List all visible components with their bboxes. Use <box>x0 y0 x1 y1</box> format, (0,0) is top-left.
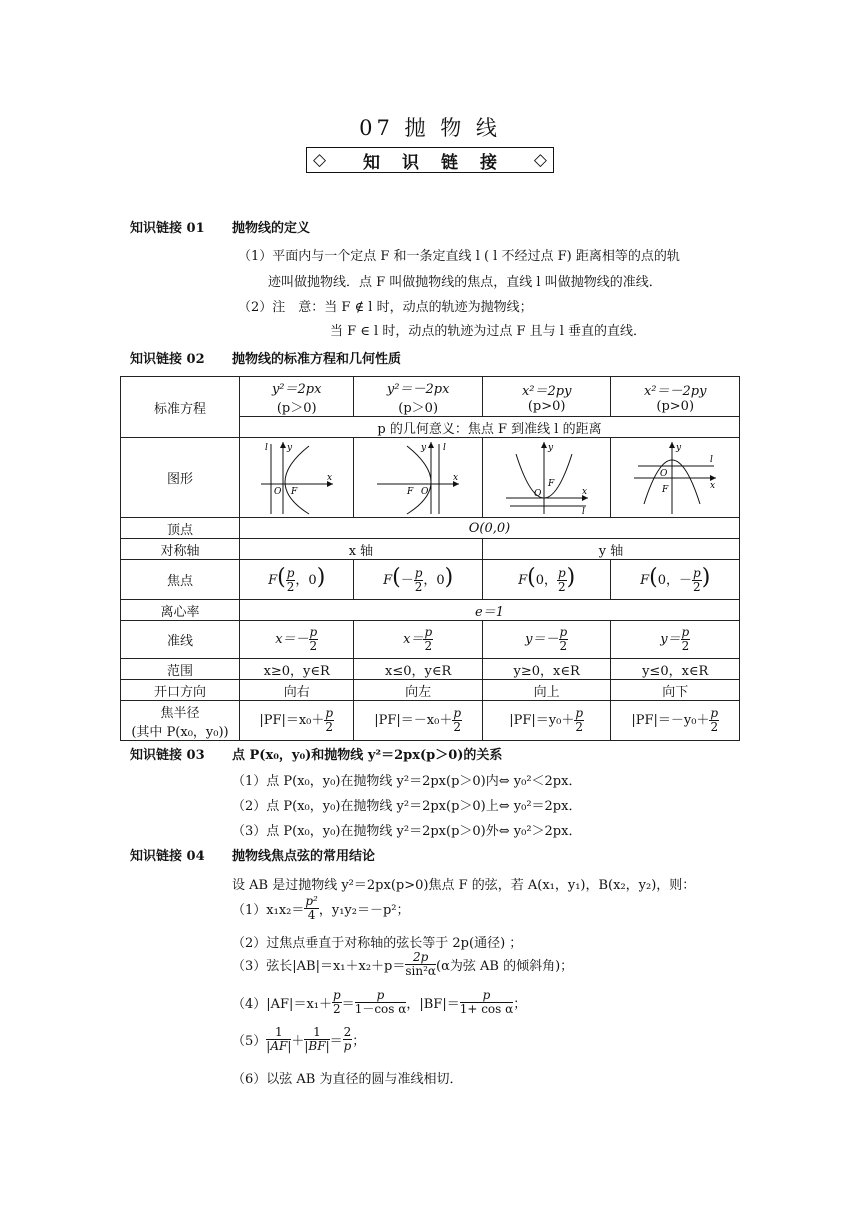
svg-text:x: x <box>326 472 332 483</box>
ecc-value: e＝1 <box>240 600 740 621</box>
svg-text:O: O <box>421 486 429 497</box>
diamond-icon: ◇ <box>533 150 547 170</box>
range-cell: x≤0，y∈R <box>354 659 483 680</box>
range-cell: y≤0，x∈R <box>611 659 740 680</box>
svg-text:y: y <box>676 442 682 453</box>
range-cell: y≥0，x∈R <box>482 659 611 680</box>
row-label-opening: 开口方向 <box>121 680 240 701</box>
chord-item-6: （6）以弦 AB 为直径的圆与准线相切． <box>232 1072 463 1087</box>
section-heading-01: 知识链接 01 抛物线的定义 <box>130 221 311 236</box>
focus-cell: F(0，－ $\frac{p}{2}$ ) <box>611 560 740 600</box>
row-label-figure: 图形 <box>121 438 240 518</box>
row-label-range: 范围 <box>121 659 240 680</box>
focus-cell: F(0， $\frac{p}{2}$ ) <box>482 560 611 600</box>
focal-radius-cell: |PF|＝y₀＋ $\frac{p}{2}$ <box>482 701 611 741</box>
row-label-focal-radius: 焦半径 (其中 P(x₀，y₀)) <box>121 701 240 741</box>
focal-radius-cell: |PF|＝x₀＋ $\frac{p}{2}$ <box>240 701 354 741</box>
definition-p1a: （1）平面内与一个定点 F 和一条定直线 l ( l 不经过点 F) 距离相等的点的轨 <box>238 249 680 264</box>
svg-text:l: l <box>264 442 268 453</box>
relation-1: （1）点 P(x₀，y₀)在抛物线 y²＝2px(p＞0)内⇔ y₀²＜2px． <box>232 774 582 789</box>
svg-text:O: O <box>273 486 282 497</box>
equation-cell: y²＝－2px (p＞0) <box>354 377 483 417</box>
opening-cell: 向左 <box>354 680 483 701</box>
svg-text:F: F <box>290 486 297 497</box>
svg-text:y: y <box>547 442 553 453</box>
axis-y: y 轴 <box>482 539 739 560</box>
diamond-icon: ◇ <box>313 150 327 170</box>
directrix-cell: x＝ $\frac{p}{2}$ <box>354 621 483 659</box>
focus-cell: F( $\frac{p}{2}$ ，0) <box>240 560 354 600</box>
row-label-directrix: 准线 <box>121 621 240 659</box>
svg-text:y: y <box>286 442 292 453</box>
svg-text:x: x <box>453 472 459 483</box>
opening-cell: 向右 <box>240 680 354 701</box>
chord-item-1: （1）x₁x₂＝ $\frac{\text{p²}}{4}$ ，y₁y₂＝－p²； <box>232 894 410 922</box>
parabola-up-figure <box>502 440 592 516</box>
p-meaning: p 的几何意义：焦点 F 到准线 l 的距离 <box>240 417 740 438</box>
section-heading-04: 知识链接 04 抛物线焦点弦的常用结论 <box>130 849 376 864</box>
directrix-cell: y＝－ $\frac{p}{2}$ <box>482 621 611 659</box>
vertex-value: O(0,0) <box>240 518 740 539</box>
directrix-cell: y＝ $\frac{p}{2}$ <box>611 621 740 659</box>
equation-cell: y²＝2px (p＞0) <box>240 377 354 417</box>
properties-table <box>120 376 740 741</box>
focal-radius-cell: |PF|＝－x₀＋ $\frac{p}{2}$ <box>354 701 483 741</box>
figure-right <box>240 438 354 518</box>
row-label-focus: 焦点 <box>121 560 240 600</box>
relation-3: （3）点 P(x₀，y₀)在抛物线 y²＝2px(p＞0)外⇔ y₀²＞2px． <box>232 824 582 839</box>
figure-left <box>354 438 483 518</box>
figure-down <box>611 438 740 518</box>
chord-item-5: （5） $\frac{1}{|AF|}$ ＋ $\frac{1}{|BF|}$ ＝ $\frac{2}{p}$ ； <box>232 1025 366 1053</box>
parabola-right-figure <box>257 440 337 516</box>
svg-text:F: F <box>407 486 414 497</box>
svg-text:l: l <box>710 454 714 465</box>
focal-radius-cell: |PF|＝－y₀＋ $\frac{p}{2}$ <box>611 701 740 741</box>
parabola-down-figure <box>630 440 720 516</box>
definition-p2a: （2）注 意：当 F ∉ l 时，动点的轨迹为抛物线； <box>238 300 533 315</box>
section-heading-02: 知识链接 02 抛物线的标准方程和几何性质 <box>130 352 402 367</box>
focus-cell: F(－ $\frac{p}{2}$ ，0) <box>354 560 483 600</box>
banner-text: 知识链接 <box>363 152 519 173</box>
svg-text:F: F <box>547 478 554 489</box>
svg-text:x: x <box>710 480 716 491</box>
range-cell: x≥0，y∈R <box>240 659 354 680</box>
equation-cell: x²＝－2py (p>0) <box>611 377 740 417</box>
svg-text:O: O <box>660 468 668 479</box>
svg-text:x: x <box>581 486 587 497</box>
axis-x: x 轴 <box>240 539 483 560</box>
row-label-axis: 对称轴 <box>121 539 240 560</box>
row-label-vertex: 顶点 <box>121 518 240 539</box>
chord-item-3: （3）弦长|AB|＝x₁＋x₂＋p＝ $\frac{2p}{\text{sin²α}}$ (α为弦 AB 的倾斜角)； <box>232 950 574 978</box>
svg-text:l: l <box>443 442 447 453</box>
definition-p2b: 当 F ∈ l 时，动点的轨迹为过点 F 且与 l 垂直的直线． <box>330 324 647 339</box>
directrix-cell: x＝－ $\frac{p}{2}$ <box>240 621 354 659</box>
svg-text:l: l <box>581 506 585 516</box>
opening-cell: 向下 <box>611 680 740 701</box>
svg-text:F: F <box>662 484 669 495</box>
figure-up <box>482 438 611 518</box>
equation-cell: x²＝2py (p>0) <box>482 377 611 417</box>
section-banner <box>306 147 554 173</box>
svg-text:y: y <box>421 442 427 453</box>
relation-2: （2）点 P(x₀，y₀)在抛物线 y²＝2px(p＞0)上⇔ y₀²＝2px． <box>232 799 582 814</box>
row-label-ecc: 离心率 <box>121 600 240 621</box>
chord-item-4: （4）|AF|＝x₁＋ $\frac{p}{2}$ ＝ $\frac{p}{\text{1－cos α}}$ ，|BF|＝ $\frac{p}{\text{1+ cos α}}$ ； <box>232 988 527 1016</box>
svg-text:O: O <box>533 488 542 499</box>
definition-p1b: 迹叫做抛物线．点 F 叫做抛物线的焦点，直线 l 叫做抛物线的准线． <box>268 275 662 290</box>
chord-item-2: （2）过焦点垂直于对称轴的弦长等于 2p(通径) ； <box>232 936 523 951</box>
parabola-left-figure <box>373 440 463 516</box>
opening-cell: 向上 <box>482 680 611 701</box>
section-heading-03: 知识链接 03 点 P(x₀，y₀)和抛物线 y²＝2px(p＞0)的关系 <box>130 748 503 763</box>
row-label-standard: 标准方程 <box>121 377 240 438</box>
page-title: 07 抛 物 线 <box>359 116 501 140</box>
chord-intro: 设 AB 是过抛物线 y²＝2px(p>0)焦点 F 的弦，若 A(x₁，y₁)，B(x₂，y₂)，则： <box>232 878 696 893</box>
